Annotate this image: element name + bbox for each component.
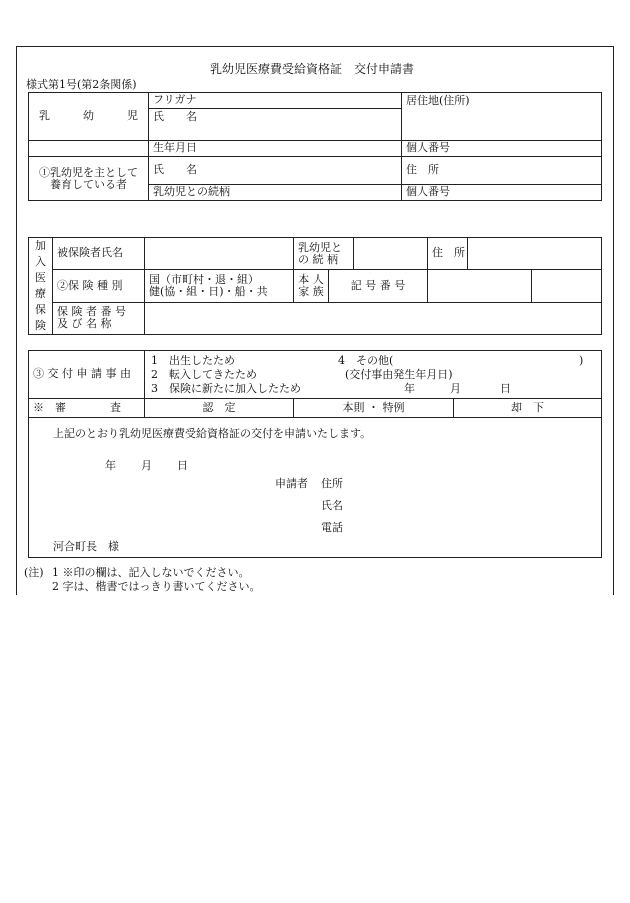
reason-label: ③ 交 付 申 請 事 由: [29, 351, 145, 399]
relation-label: 乳幼児と の 続 柄: [294, 238, 354, 270]
applicant-name-label: 氏名: [321, 499, 343, 512]
guardian-name-field[interactable]: 氏 名: [149, 157, 402, 185]
birthdate-field[interactable]: 生年月日: [149, 141, 402, 157]
applicant-phone-label: 電話: [321, 521, 343, 534]
blank-cell: [29, 141, 149, 157]
address-label: 住 所: [428, 238, 468, 270]
reject-cell[interactable]: 却 下: [454, 399, 602, 418]
review-label: ※ 審 査: [29, 399, 145, 418]
symbol-number-input[interactable]: [428, 270, 532, 302]
infant-label: 乳 幼 児: [29, 93, 149, 141]
symbol-number-label: 記 号 番 号: [329, 270, 428, 302]
residence-field[interactable]: 居住地(住所): [402, 93, 602, 141]
relation-input[interactable]: [354, 238, 428, 270]
declaration-area: [29, 418, 602, 558]
reason-options[interactable]: [145, 351, 602, 399]
reason-table: [28, 350, 602, 558]
address-input[interactable]: [468, 238, 602, 270]
applicant-label: 申請者: [275, 477, 308, 490]
date-month: 月: [141, 459, 152, 472]
infant-name-field[interactable]: 氏 名: [149, 109, 402, 141]
notes-prefix: (注): [24, 566, 44, 579]
reason-month: 月: [450, 382, 461, 395]
personal-no-field-1[interactable]: 個人番号: [402, 141, 602, 157]
reason-2[interactable]: 2 転入してきたため: [151, 368, 257, 381]
reason-day: 日: [500, 382, 511, 395]
furigana-field[interactable]: フリガナ: [149, 93, 402, 109]
infant-guardian-table: [28, 92, 602, 201]
insurer-input[interactable]: [145, 302, 602, 334]
insurance-type-label: ②保 険 種 別: [53, 270, 145, 302]
insured-name-label: 被保険者氏名: [53, 238, 145, 270]
form-label: 様式第1号(第2条関係): [26, 78, 137, 91]
note-1: 1 ※印の欄は、記入しないでください。: [52, 566, 250, 579]
symbol-number-input-2[interactable]: [532, 270, 602, 302]
reason-4-close: ): [579, 354, 584, 367]
guardian-address-field[interactable]: 住 所: [402, 157, 602, 185]
insurance-table: [28, 237, 602, 335]
page-title: 乳幼児医療費受給資格証 交付申請書: [210, 62, 415, 76]
reason-date-label: (交付事由発生年月日): [345, 368, 453, 381]
declaration-text: 上記のとおり乳幼児医療費受給資格証の交付を申請いたします。: [53, 427, 372, 440]
approve-cell[interactable]: 認 定: [145, 399, 294, 418]
insurer-label: 保 険 者 番 号 及 び 名 称: [53, 302, 145, 334]
reason-year: 年: [404, 382, 415, 395]
reason-1[interactable]: 1 出生したため: [151, 354, 235, 367]
date-year: 年: [105, 459, 116, 472]
insurance-side-label: 加 入 医 療 保 険: [29, 238, 53, 335]
date-day: 日: [177, 459, 188, 472]
relation-field[interactable]: 乳幼児との続柄: [149, 185, 402, 201]
rule-cell[interactable]: 本則 ・ 特例: [294, 399, 454, 418]
insurance-type-options[interactable]: 国（市町村・退・組） 健(協・組・日)・船・共: [145, 270, 294, 302]
mayor-addressee: 河合町長 様: [53, 540, 119, 553]
note-2: 2 字は、楷書ではっきり書いてください。: [52, 580, 261, 593]
reason-4[interactable]: 4 その他(: [338, 354, 394, 367]
reason-3[interactable]: 3 保険に新たに加入したため: [151, 382, 301, 395]
self-family-label[interactable]: 本 人 家 族: [294, 270, 329, 302]
guardian-label: ①乳幼児を主として 養育している者: [29, 157, 149, 201]
personal-no-field-2[interactable]: 個人番号: [402, 185, 602, 201]
applicant-address-label: 住所: [321, 477, 343, 490]
insured-name-input[interactable]: [145, 238, 294, 270]
